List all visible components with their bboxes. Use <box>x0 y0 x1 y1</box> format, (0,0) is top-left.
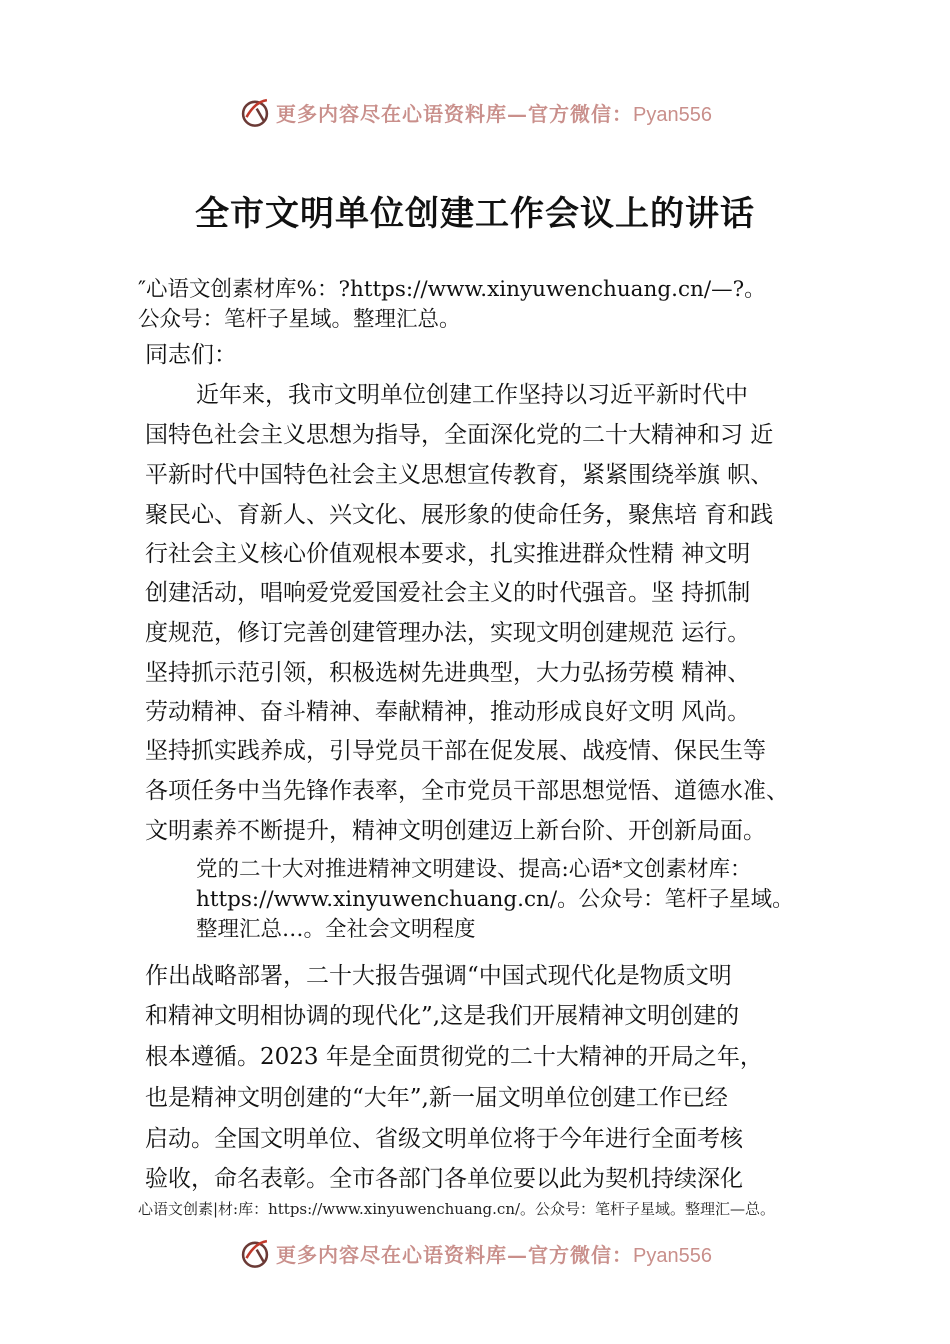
paragraph-line: 验收，命名表彰。全市各部门各单位要以此为契机持续深化 <box>145 1166 743 1192</box>
paragraph-line: 坚持抓实践养成，引导党员干部在促发展、战疫情、保民生等 <box>145 738 766 764</box>
source-line: ″心语文创素材库%：?https://www.xinyuwenchuang.cn/—?。 <box>138 277 766 302</box>
salutation: 同志们： <box>145 342 237 368</box>
brand-logo-icon <box>238 1236 272 1270</box>
paragraph-line: 整理汇总…。全社会文明程度 <box>196 917 476 942</box>
paragraph-line: 启动。全国文明单位、省级文明单位将于今年进行全面考核 <box>145 1126 743 1152</box>
paragraph-line: https://www.xinyuwenchuang.cn/。公众号：笔杆子星域。 <box>196 887 794 912</box>
footer-banner <box>0 1233 950 1273</box>
paragraph-line: 劳动精神、奋斗精神、奉献精神，推动形成良好文明 风尚。 <box>145 699 751 725</box>
paragraph-line: 创建活动，唱响爱党爱国爱社会主义的时代强音。坚 持抓制 <box>145 580 751 606</box>
paragraph-line: 平新时代中国特色社会主义思想宣传教育，紧紧围绕举旗 帜、 <box>145 462 774 488</box>
header-banner <box>0 92 950 132</box>
brand-logo-icon <box>238 95 272 129</box>
paragraph-line: 行社会主义核心价值观根本要求，扎实推进群众性精 神文明 <box>145 541 751 567</box>
paragraph-line: 作出战略部署，二十大报告强调“中国式现代化是物质文明 <box>145 963 732 989</box>
paragraph-line: 也是精神文明创建的“大年”,新一届文明单位创建工作已经 <box>145 1085 728 1111</box>
paragraph-line: 度规范，修订完善创建管理办法，实现文明创建规范 运行。 <box>145 620 751 646</box>
paragraph-line: 和精神文明相协调的现代化”,这是我们开展精神文明创建的 <box>145 1003 740 1029</box>
page-title: 全市文明单位创建工作会议上的讲话 <box>195 194 755 234</box>
paragraph-line: 国特色社会主义思想为指导，全面深化党的二十大精神和习 近 <box>145 422 774 448</box>
banner-text: 更多内容尽在心语资料库—官方微信：Pyan556 <box>276 1242 712 1267</box>
footer-source-note: 心语文创素|材:库：https://www.xinyuwenchuang.cn/。公众号：笔杆子星域。整理汇—总。 <box>138 1200 776 1218</box>
source-line: 公众号：笔杆子星域。整理汇总。 <box>138 307 461 332</box>
paragraph-line: 各项任务中当先锋作表率，全市党员干部思想觉悟、道德水准、 <box>145 778 789 804</box>
banner-text: 更多内容尽在心语资料库—官方微信：Pyan556 <box>276 101 712 126</box>
paragraph-line: 坚持抓示范引领，积极选树先进典型，大力弘扬劳模 精神、 <box>145 660 751 686</box>
paragraph-line: 党的二十大对推进精神文明建设、提高:心语*文创素材库： <box>196 857 752 882</box>
paragraph-line: 根本遵循。2023 年是全面贯彻党的二十大精神的开局之年， <box>145 1044 763 1070</box>
paragraph-line: 近年来，我市文明单位创建工作坚持以习近平新时代中 <box>196 382 748 408</box>
paragraph-line: 聚民心、育新人、兴文化、展形象的使命任务，聚焦培 育和践 <box>145 502 774 528</box>
paragraph-line: 文明素养不断提升，精神文明创建迈上新台阶、开创新局面。 <box>145 818 766 844</box>
